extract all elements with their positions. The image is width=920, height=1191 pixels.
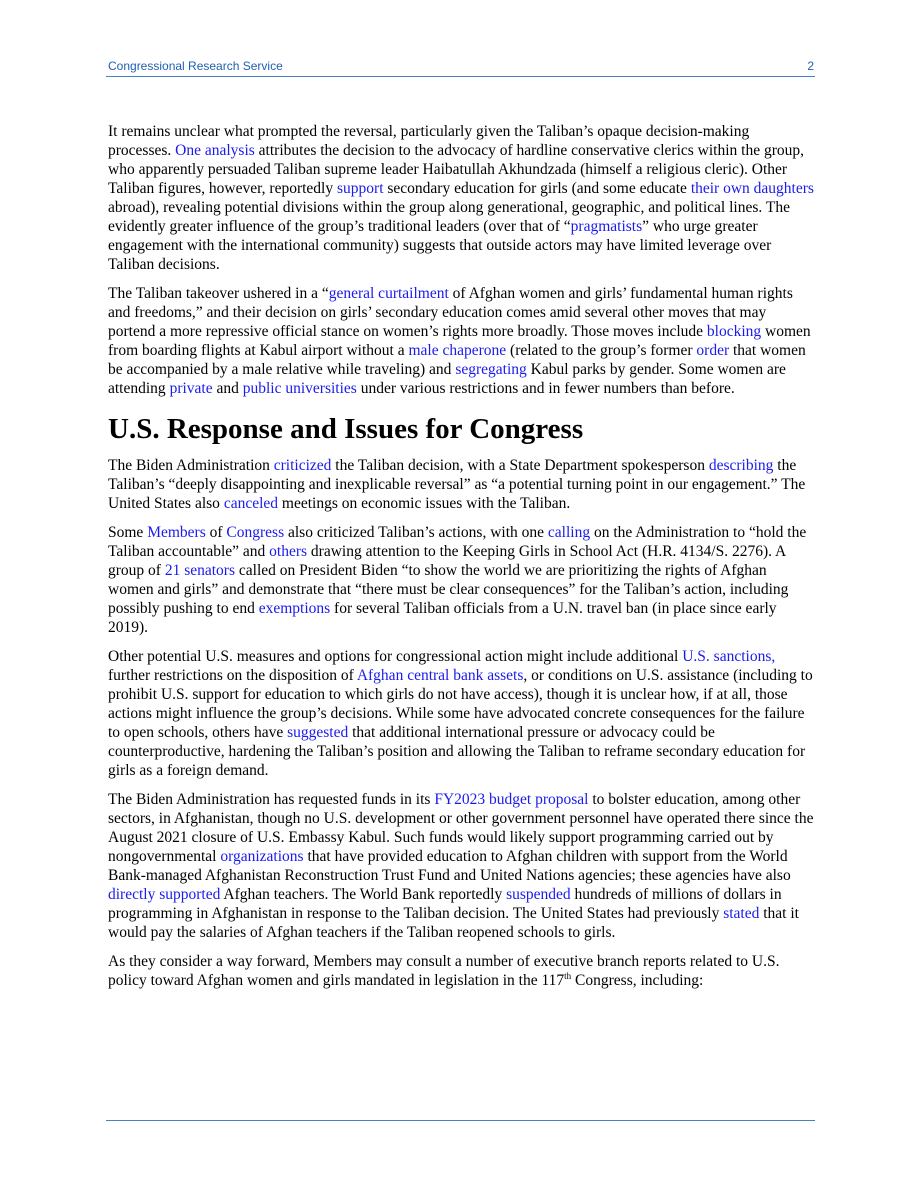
link-members[interactable]: Members: [147, 524, 206, 541]
document-body: [108, 122, 814, 1000]
link-support[interactable]: support: [337, 180, 384, 197]
link-blocking[interactable]: blocking: [706, 323, 762, 340]
link-us-sanctions[interactable]: U.S. sanctions,: [682, 648, 776, 665]
link-one-analysis[interactable]: One analysis: [175, 142, 255, 159]
link-segregating[interactable]: segregating: [455, 361, 527, 378]
paragraph-other-measures: Other potential U.S. measures and options for congressional action might include additional U.S. sanctions, further restrictions on the disposition of Afghan central bank assets, or conditions on U.S. assistance (including to prohibit U.S. support for education to which girls do not have access), though it is unclear how, if at all, those actions might influence the group’s decisions. While some have advocated concrete consequences for the failure to open schools, others have suggested that additional international pressure or advocacy could be counterproductive, hardening the Taliban’s position and allowing the Taliban to reframe secondary education for girls as a foreign demand.: [108, 648, 813, 779]
header-page-number: 2: [807, 59, 814, 73]
link-their-own-daughters[interactable]: their own daughters: [690, 180, 814, 197]
paragraph-reversal: It remains unclear what prompted the reversal, particularly given the Taliban’s opaque decision-making processes. One analysis attributes the decision to the advocacy of hardline conservative clerics within the group, who apparently persuaded Taliban supreme leader Haibatullah Akhundzada (himself a religious cleric). Other Taliban figures, however, reportedly support secondary education for girls (and some educate their own daughters abroad), revealing potential divisions within the group along generational, geographic, and political lines. The evidently greater influence of the group’s traditional leaders (over that of “pragmatists” who urge greater engagement with the international community) suggests that outside actors may have limited leverage over Taliban decisions.: [108, 123, 814, 273]
link-21-senators[interactable]: 21 senators: [164, 562, 235, 579]
link-fy2023-budget-proposal[interactable]: FY2023 budget proposal: [434, 791, 589, 808]
paragraph-members-of-congress: Some Members of Congress also criticized Taliban’s actions, with one calling on the Administration to “hold the Taliban accountable” and others drawing attention to the Keeping Girls in School Act (H.R. 4134/S. 2276). A group of 21 senators called on President Biden “to show the world we are prioritizing the rights of Afghan women and girls” and demonstrate that “there must be clear consequences” for the Taliban’s action, including possibly pushing to end exemptions for several Taliban officials from a U.N. travel ban (in place since early 2019).: [108, 524, 807, 636]
link-exemptions[interactable]: exemptions: [258, 600, 331, 617]
paragraph-budget-request: The Biden Administration has requested funds in its FY2023 budget proposal to bolster education, among other sectors, in Afghanistan, though no U.S. development or other government personnel have operated there since the August 2021 closure of U.S. Embassy Kabul. Such funds would likely support programming carried out by nongovernmental organizations that have provided education to Afghan children with support from the World Bank-managed Afghanistan Reconstruction Trust Fund and United Nations agencies; these agencies have also directly supported Afghan teachers. The World Bank reportedly suspended hundreds of millions of dollars in programming in Afghanistan in response to the Taliban decision. The United States had previously stated that it would pay the salaries of Afghan teachers if the Taliban reopened schools to girls.: [108, 791, 814, 941]
page-header: [108, 59, 814, 75]
link-pragmatists[interactable]: pragmatists: [570, 218, 643, 235]
section-heading: U.S. Response and Issues for Congress: [108, 413, 584, 445]
header-divider: [106, 76, 815, 77]
footer-divider: [106, 1120, 815, 1121]
link-others[interactable]: others: [269, 543, 308, 560]
superscript-th: th: [564, 970, 572, 981]
link-afghan-central-bank-assets[interactable]: Afghan central bank assets: [356, 667, 524, 684]
link-directly-supported[interactable]: directly supported: [108, 886, 221, 903]
header-org-name: Congressional Research Service: [108, 59, 283, 73]
paragraph-biden-criticized: The Biden Administration criticized the Taliban decision, with a State Department spokesperson describing the Taliban’s “deeply disappointing and inexplicable reversal” as “a potential turning point in our engagement.” The United States also canceled meetings on economic issues with the Taliban.: [108, 457, 806, 512]
link-organizations[interactable]: organizations: [220, 848, 304, 865]
link-canceled[interactable]: canceled: [223, 495, 279, 512]
link-stated[interactable]: stated: [723, 905, 760, 922]
link-suspended[interactable]: suspended: [506, 886, 571, 903]
link-male-chaperone[interactable]: male chaperone: [408, 342, 507, 359]
paragraph-way-forward: As they consider a way forward, Members may consult a number of executive branch reports related to U.S. policy toward Afghan women and girls mandated in legislation in the 117th Congress, including:: [108, 953, 780, 989]
link-calling[interactable]: calling: [547, 524, 591, 541]
link-private[interactable]: private: [169, 380, 213, 397]
link-order[interactable]: order: [696, 342, 730, 359]
paragraph-takeover: The Taliban takeover ushered in a “general curtailment of Afghan women and girls’ fundamental human rights and freedoms,” and their decision on girls’ secondary education comes amid several other moves that may portend a more repressive official stance on women’s rights more broadly. Those moves include blocking women from boarding flights at Kabul airport without a male chaperone (related to the group’s former order that women be accompanied by a male relative while traveling) and segregating Kabul parks by gender. Some women are attending private and public universities under various restrictions and in fewer numbers than before.: [108, 285, 811, 397]
link-public-universities[interactable]: public universities: [242, 380, 357, 397]
link-general-curtailment[interactable]: general curtailment: [328, 285, 449, 302]
link-describing[interactable]: describing: [708, 457, 774, 474]
link-criticized[interactable]: criticized: [273, 457, 332, 474]
link-suggested[interactable]: suggested: [287, 724, 349, 741]
link-congress[interactable]: Congress: [226, 524, 285, 541]
